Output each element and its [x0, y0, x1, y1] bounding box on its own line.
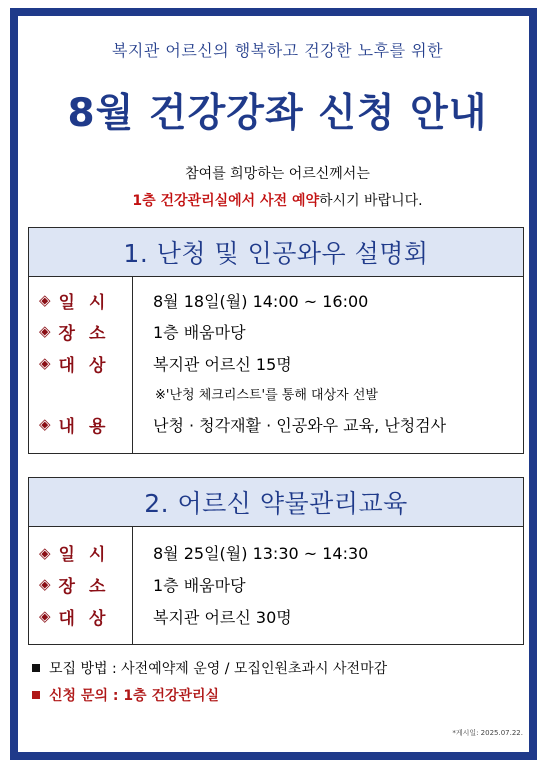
- label-place: ◈ 장소: [39, 322, 120, 344]
- posted-date: *게시일: 2025.07.22.: [452, 729, 523, 737]
- value-target: 복지관 어르신 30명: [153, 607, 292, 627]
- poster-subtitle: 복지관 어르신의 행복하고 건강한 노후를 위한: [111, 41, 444, 60]
- selection-note: ※'난청 체크리스트'를 통해 대상자 선발: [155, 387, 378, 403]
- value-date: 8월 18일(월) 14:00 ~ 16:00: [153, 291, 369, 311]
- poster-title: 8월 건강강좌 신청 안내: [67, 91, 488, 136]
- label-column: [29, 277, 133, 453]
- section-title: 2. 어르신 약물관리교육: [29, 478, 523, 527]
- square-icon: [32, 691, 40, 699]
- diamond-icon: ◈: [39, 354, 51, 372]
- label-date: ◈ 일시: [39, 543, 120, 565]
- recruit-method: 모집 방법 : 사전예약제 운영 / 모집인원초과시 사전마감: [32, 658, 387, 678]
- diamond-icon: ◈: [39, 415, 51, 433]
- section-hearing-seminar: [28, 227, 524, 454]
- diamond-icon: ◈: [39, 607, 51, 625]
- value-date: 8월 25일(월) 13:30 ~ 14:30: [153, 544, 369, 563]
- diamond-icon: ◈: [39, 291, 51, 309]
- value-content: 난청 · 청각재활 · 인공와우 교육, 난청검사: [153, 415, 447, 435]
- label-target: ◈ 대상: [39, 354, 120, 376]
- diamond-icon: ◈: [39, 322, 51, 340]
- intro-line-2-rest: 하시기 바랍니다.: [319, 193, 423, 209]
- section-medication-education: [28, 477, 524, 645]
- section-title: 1. 난청 및 인공와우 설명회: [29, 228, 523, 277]
- reservation-highlight: 1층 건강관리실에서 사전 예약: [132, 193, 320, 209]
- label-column: [29, 527, 133, 644]
- intro-line-2: [0, 190, 555, 210]
- label-date: ◈ 일시: [39, 291, 120, 313]
- value-column: [133, 527, 523, 644]
- value-place: 1층 배움마당: [153, 575, 246, 595]
- label-content: ◈ 내용: [39, 415, 120, 437]
- label-place: ◈ 장소: [39, 575, 120, 597]
- label-target: ◈ 대상: [39, 607, 120, 629]
- diamond-icon: ◈: [39, 543, 51, 562]
- inquiry: 신청 문의 : 1층 건강관리실: [32, 685, 219, 705]
- value-column: [133, 277, 523, 453]
- value-place: 1층 배움마당: [153, 322, 246, 342]
- square-icon: [32, 664, 40, 672]
- intro-line-1: 참여를 희망하는 어르신께서는: [185, 166, 370, 182]
- value-target: 복지관 어르신 15명: [153, 354, 292, 374]
- diamond-icon: ◈: [39, 575, 51, 593]
